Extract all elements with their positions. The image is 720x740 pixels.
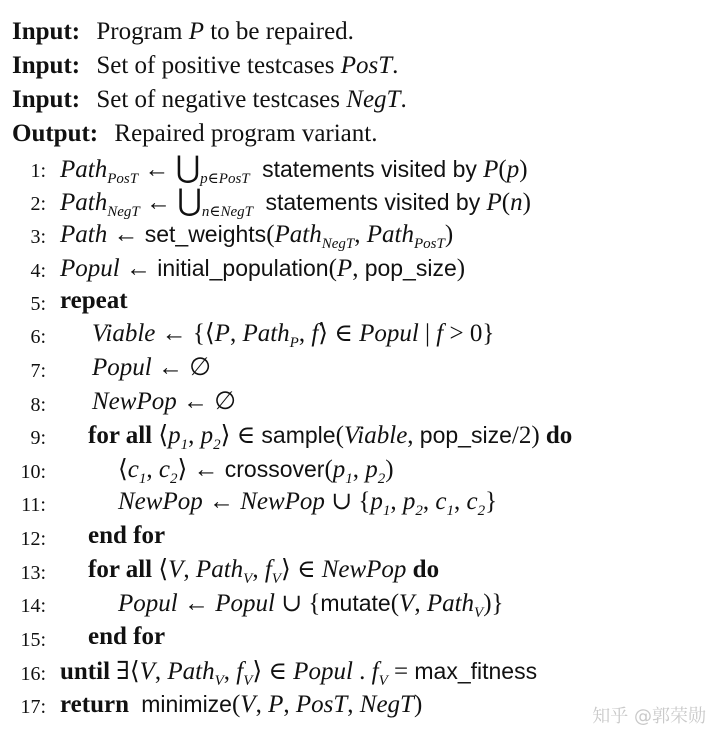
watermark: 知乎 @郭荣勋 <box>592 706 706 727</box>
algo-line-8: NewPop ← ∅ <box>92 388 236 415</box>
algo-line-5 <box>60 286 128 316</box>
output-label: Output: <box>12 120 99 147</box>
input-line-3 <box>12 85 407 115</box>
input2-post: . <box>392 52 399 79</box>
line-number: 4: <box>30 260 46 282</box>
algo-line-13: for all ⟨V, Path$_V$, $f_V⟩$ ∈ NewPop do <box>88 556 440 587</box>
algo-line-11: NewPop ← NewPop ∪ {$p_1$, $p_2$, $c_1$, $c_2$} <box>118 488 498 519</box>
line-number: 14: <box>20 595 46 617</box>
algo-line-2: Path$_{NegT}$ ← $⋃_{n\in NegT}$ statements visited by P(n) <box>60 184 531 220</box>
line-number: 6: <box>30 326 46 348</box>
do-keyword: do <box>545 422 573 449</box>
sample-fn: sample <box>261 422 336 448</box>
line-number: 13: <box>20 562 46 584</box>
input-line-1 <box>12 17 354 47</box>
input3-post: . <box>400 86 407 113</box>
minimize-fn: minimize <box>141 691 232 717</box>
algo-line-9: for all $⟨p_1$, $p_2⟩$ ∈ sample(Viable, pop_size/2) do <box>88 422 573 453</box>
algo-line-17: return minimize(V, P, PosT, NegT) <box>60 691 423 718</box>
input2-var: PosT <box>340 52 393 79</box>
input3-var: NegT <box>346 86 401 113</box>
pop-size-arg: pop_size <box>364 255 457 281</box>
line-number: 3: <box>30 226 46 248</box>
algo-line-14: Popul ← Popul ∪ {mutate(V, Path$_V$)} <box>118 590 504 621</box>
line-number: 10: <box>20 461 46 483</box>
input1-var: P <box>188 18 204 45</box>
line-number: 16: <box>20 663 46 685</box>
input1-post: to be repaired. <box>210 18 354 45</box>
repeat-keyword: repeat <box>60 287 128 314</box>
line-number: 15: <box>20 629 46 651</box>
line-number: 17: <box>20 696 46 718</box>
input-line-2 <box>12 51 398 81</box>
set-weights-fn: set_weights <box>144 221 267 247</box>
algo-line-6: Viable ← {⟨P, Path$_P$, f⟩ ∈ Popul | f > 0} <box>92 320 495 351</box>
pop-size-arg: pop_size <box>419 422 512 448</box>
input2-text: Set of positive testcases <box>96 52 335 79</box>
do-keyword: do <box>412 556 440 583</box>
line-number: 1: <box>30 160 46 182</box>
line-number: 7: <box>30 360 46 382</box>
crossover-fn: crossover <box>224 456 325 482</box>
line-number: 2: <box>30 193 46 215</box>
initial-population-fn: initial_population <box>157 255 329 281</box>
output-line <box>12 119 377 149</box>
line-number: 9: <box>30 427 46 449</box>
line-number: 5: <box>30 293 46 315</box>
input3-text: Set of negative testcases <box>96 86 341 113</box>
line-number: 12: <box>20 528 46 550</box>
until-keyword: until <box>60 658 111 685</box>
end-for-keyword: end for <box>88 522 166 549</box>
max-fitness-term: max_fitness <box>414 658 538 684</box>
statements-visited-text: statements visited by <box>262 156 477 182</box>
mutate-fn: mutate <box>320 590 391 616</box>
for-all-keyword: for all <box>88 422 153 449</box>
algo-line-16: until ∃⟨V, Path$_V$, $f_V⟩$ ∈ Popul . $f_V$ = max_fitness <box>60 658 538 689</box>
algo-line-10: $⟨c_1$, $c_2⟩$ ← $crossover(p_1$, $p_2$) <box>118 456 394 487</box>
return-keyword: return <box>60 691 129 718</box>
for-all-keyword: for all <box>88 556 153 583</box>
algo-line-15 <box>88 622 165 652</box>
line-number: 8: <box>30 394 46 416</box>
algo-line-1: Path$_{PosT}$ ← $⋃_{p\in PosT}$ statements visited by P(p) <box>60 151 528 187</box>
line-number: 11: <box>21 494 46 516</box>
input-label: Input: <box>12 86 81 113</box>
algo-line-7: Popul ← ∅ <box>92 354 211 381</box>
input1-text: Program <box>96 18 183 45</box>
output-text: Repaired program variant. <box>114 120 378 147</box>
algo-line-3: Path ← set_weights(Path$_{NegT}$, Path$_{PosT}$) <box>60 221 454 252</box>
input-label: Input: <box>12 52 81 79</box>
input-label: Input: <box>12 18 81 45</box>
algo-line-12 <box>88 521 165 551</box>
end-for-keyword: end for <box>88 623 166 650</box>
statements-visited-text: statements visited by <box>265 189 481 215</box>
algo-line-4: Popul ← initial_population(P, pop_size) <box>60 255 466 282</box>
